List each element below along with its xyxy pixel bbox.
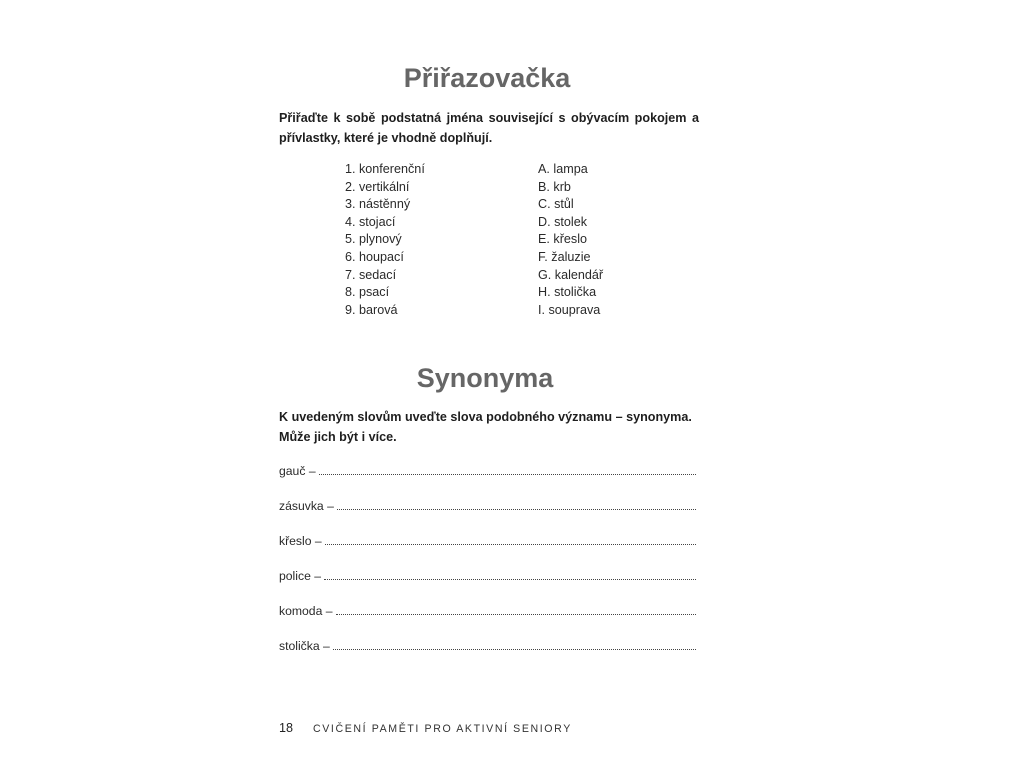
page-footer — [279, 721, 572, 735]
synonym-dash: – — [311, 534, 322, 549]
adjective-item: 9. barová — [345, 302, 398, 317]
synonyms-title: Synonyma — [416, 363, 554, 393]
adjective-item: 4. stojací — [345, 214, 396, 229]
synonym-word: zásuvka — [279, 499, 324, 514]
answer-blank[interactable] — [324, 567, 696, 580]
synonyms-instruction — [279, 407, 699, 447]
adjective-item: 7. sedací — [345, 267, 397, 282]
adjective-item: 5. plynový — [345, 232, 402, 247]
answer-blank[interactable] — [333, 637, 696, 650]
synonym-dash: – — [322, 604, 333, 619]
noun-item: D. stolek — [538, 214, 587, 229]
synonym-word: police — [279, 569, 311, 584]
adjective-item: 2. vertikální — [345, 179, 410, 194]
answer-blank[interactable] — [337, 497, 696, 510]
matching-instruction: Přiřaďte k sobě podstatná jména související s obývacím pokojem a přívlastky, které je vhodně doplňují. — [279, 111, 699, 145]
adjective-item: 1. konferenční — [345, 162, 425, 176]
synonym-row-stolicka — [279, 637, 699, 672]
synonym-dash: – — [319, 639, 330, 654]
synonyms-instruction-line: Může jich být i více. — [279, 430, 397, 444]
noun-list — [538, 161, 603, 319]
synonym-word: gauč — [279, 464, 306, 478]
book-title: CVIČENÍ PAMĚTI PRO AKTIVNÍ SENIORY — [313, 723, 572, 735]
synonym-word: komoda — [279, 604, 323, 619]
answer-blank[interactable] — [319, 462, 696, 475]
answer-blank[interactable] — [325, 532, 696, 545]
adjective-list — [345, 161, 425, 319]
synonym-row-kreslo — [279, 532, 699, 567]
matching-title: Přiřazovačka — [403, 63, 571, 93]
noun-item: E. křeslo — [538, 232, 587, 247]
noun-item: G. kalendář — [538, 267, 604, 282]
answer-blank[interactable] — [336, 602, 696, 615]
synonym-row-gauc — [279, 462, 699, 497]
adjective-item: 3. nástěnný — [345, 197, 411, 212]
noun-item: B. krb — [538, 179, 571, 194]
synonym-list — [279, 462, 699, 673]
synonym-dash: – — [323, 499, 334, 514]
synonym-row-komoda — [279, 602, 699, 637]
noun-item: I. souprava — [538, 302, 601, 317]
synonym-row-zasuvka — [279, 497, 699, 532]
synonym-dash: – — [310, 569, 322, 584]
synonym-word: křeslo — [279, 534, 312, 549]
noun-item: F. žaluzie — [538, 249, 591, 264]
adjective-item: 6. houpací — [345, 249, 404, 264]
noun-item: H. stolička — [538, 285, 597, 300]
adjective-item: 8. psací — [345, 285, 390, 300]
synonym-dash: – — [305, 464, 316, 478]
page-number: 18 — [279, 721, 294, 735]
synonym-row-police — [279, 567, 699, 602]
noun-item: A. lampa — [538, 162, 588, 176]
synonym-word: stolička — [279, 639, 320, 654]
noun-item: C. stůl — [538, 197, 574, 212]
synonyms-instruction-line: K uvedeným slovům uveďte slova podobného významu – synonyma. — [279, 410, 692, 424]
